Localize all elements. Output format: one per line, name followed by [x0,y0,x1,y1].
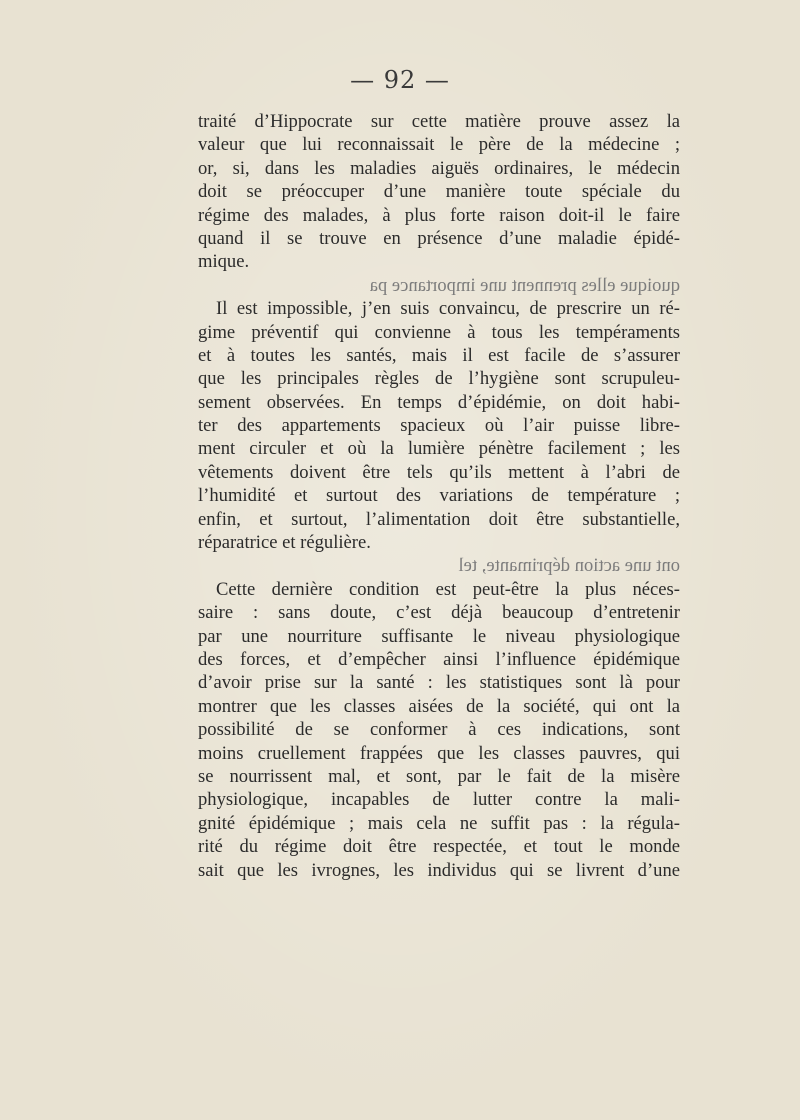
text-line: or, si, dans les maladies aiguës ordinaires, le médecin [198,157,680,179]
text-line: doit se préoccuper d’une manière toute spéciale du [198,181,680,203]
paragraph-3 [198,578,680,882]
text-line: saire : sans doute, c’est déjà beaucoup d’entretenir [198,602,680,624]
paragraph-1 [198,110,680,274]
text-line: par une nourriture suffisante le niveau physiologique [198,625,680,647]
text-line: Il est impossible, j’en suis convaincu, de prescrire un ré- [216,298,680,320]
text-line: réparatrice et régulière. [198,532,371,554]
text-line: sait que les ivrognes, les individus qui se livrent d’une [198,859,680,881]
text-line: gime préventif qui convienne à tous les tempéraments [198,321,680,343]
text-line: Cette dernière condition est peut-être la plus néces- [216,578,680,600]
text-line: physiologique, incapables de lutter contre la mali- [198,789,680,811]
text-line: montrer que les classes aisées de la société, qui ont la [198,695,680,717]
text-line: ter des appartements spacieux où l’air puisse libre- [198,415,680,437]
text-line: traité d’Hippocrate sur cette matière prouve assez la [198,111,680,132]
text-line: et à toutes les santés, mais il est facile de s’assurer [198,344,680,366]
text-line: vêtements doivent être tels qu’ils mettent à l’abri de [198,461,680,483]
paragraph-2 [198,297,680,554]
text-line: sement observées. En temps d’épidémie, on doit habi- [198,391,680,413]
text-line: mique. [198,251,250,273]
show-through-line: ont une action déprimante, tel [458,555,680,577]
text-line: gnité épidémique ; mais cela ne suffit pas : la régula- [198,812,680,834]
text-line: régime des malades, à plus forte raison doit-il le faire [198,204,680,226]
text-line: des forces, et d’empêcher ainsi l’influence épidémique [198,648,680,670]
text-line: que les principales règles de l’hygiène sont scrupuleu- [198,368,680,390]
show-through-line: quoique elles prennent une importance pa [369,274,680,296]
body-text [198,110,680,882]
text-line: possibilité de se conformer à ces indications, sont [198,719,680,741]
text-line: enfin, et surtout, l’alimentation doit être substantielle, [198,508,680,530]
text-line: rité du régime doit être respectée, et tout le monde [198,836,680,858]
text-line: l’humidité et surtout des variations de température ; [198,485,680,507]
text-line: se nourrissent mal, et sont, par le fait de la misère [198,765,680,787]
text-line: d’avoir prise sur la santé : les statistiques sont là pour [198,672,680,694]
text-line: valeur que lui reconnaissait le père de la médecine ; [198,134,680,156]
text-line: quand il se trouve en présence d’une maladie épidé- [198,227,680,249]
page-number: — 92 — [350,66,450,94]
text-line: ment circuler et où la lumière pénètre facilement ; les [198,438,680,460]
text-line: moins cruellement frappées que les classes pauvres, qui [198,742,680,764]
